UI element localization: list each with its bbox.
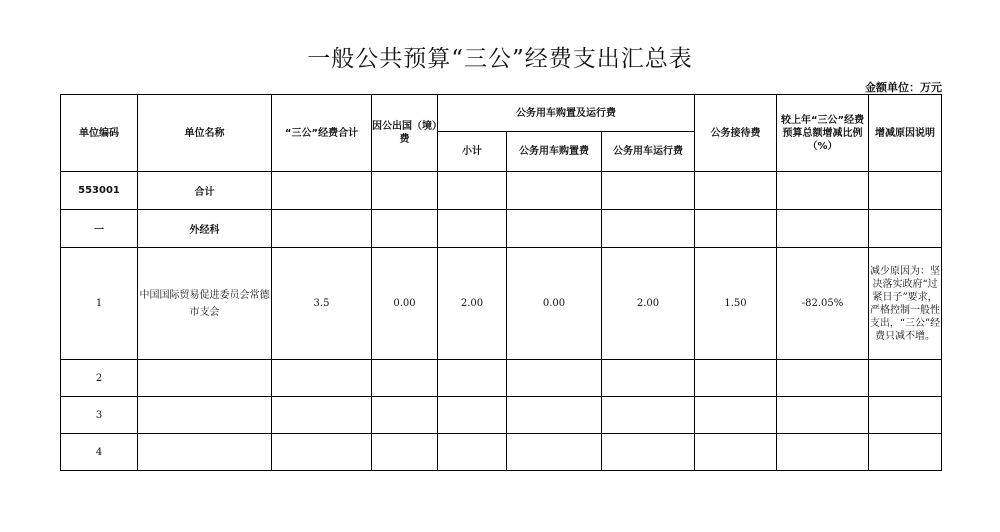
cell-item1-reason: 减少原因为：坚决落实政府“过紧日子”要求，严格控制一般性支出，“三公”经费只减不增。: [869, 248, 942, 360]
header-vehicle-purchase: 公务用车购置费: [507, 132, 602, 172]
header-code: 单位编码: [61, 95, 138, 172]
cell-item2-code: 2: [61, 360, 138, 397]
table-row-item-2: [61, 360, 942, 397]
summary-table: [60, 94, 942, 471]
cell-item4-code: 4: [61, 434, 138, 471]
table-row-item-3: [61, 397, 942, 434]
header-vehicle-group: 公务用车购置及运行费: [438, 95, 695, 132]
cell-item1-subtotal: 2.00: [438, 248, 507, 360]
header-subtotal: 小计: [438, 132, 507, 172]
header-change-ratio: 较上年“三公”经费预算总额增减比例（%）: [777, 95, 869, 172]
cell-item1-vehicle-purchase: 0.00: [507, 248, 602, 360]
header-row-1: [61, 95, 942, 132]
cell-summary-name: 合计: [138, 172, 272, 210]
cell-summary-code: 553001: [61, 172, 138, 210]
cell-item1-reception: 1.50: [695, 248, 777, 360]
header-reason: 增减原因说明: [869, 95, 942, 172]
header-abroad: 因公出国（境）费: [372, 95, 438, 172]
cell-item1-change-ratio: -82.05%: [777, 248, 869, 360]
cell-item1-abroad: 0.00: [372, 248, 438, 360]
header-vehicle-run: 公务用车运行费: [602, 132, 695, 172]
header-total: “三公”经费合计: [272, 95, 372, 172]
cell-item3-code: 3: [61, 397, 138, 434]
page-title: 一般公共预算“三公”经费支出汇总表: [307, 46, 693, 72]
cell-item1-vehicle-run: 2.00: [602, 248, 695, 360]
table-row-item-1: [61, 248, 942, 360]
header-name: 单位名称: [138, 95, 272, 172]
table-row-section: [61, 210, 942, 248]
table-row-item-4: [61, 434, 942, 471]
cell-item1-total: 3.5: [272, 248, 372, 360]
table-row-summary: [61, 172, 942, 210]
cell-section-code: 一: [61, 210, 138, 248]
cell-item1-code: 1: [61, 248, 138, 360]
cell-item1-name: 中国国际贸易促进委员会常德市支会: [138, 248, 272, 360]
header-reception: 公务接待费: [695, 95, 777, 172]
unit-label: 金额单位：万元: [865, 81, 942, 94]
cell-section-name: 外经科: [138, 210, 272, 248]
